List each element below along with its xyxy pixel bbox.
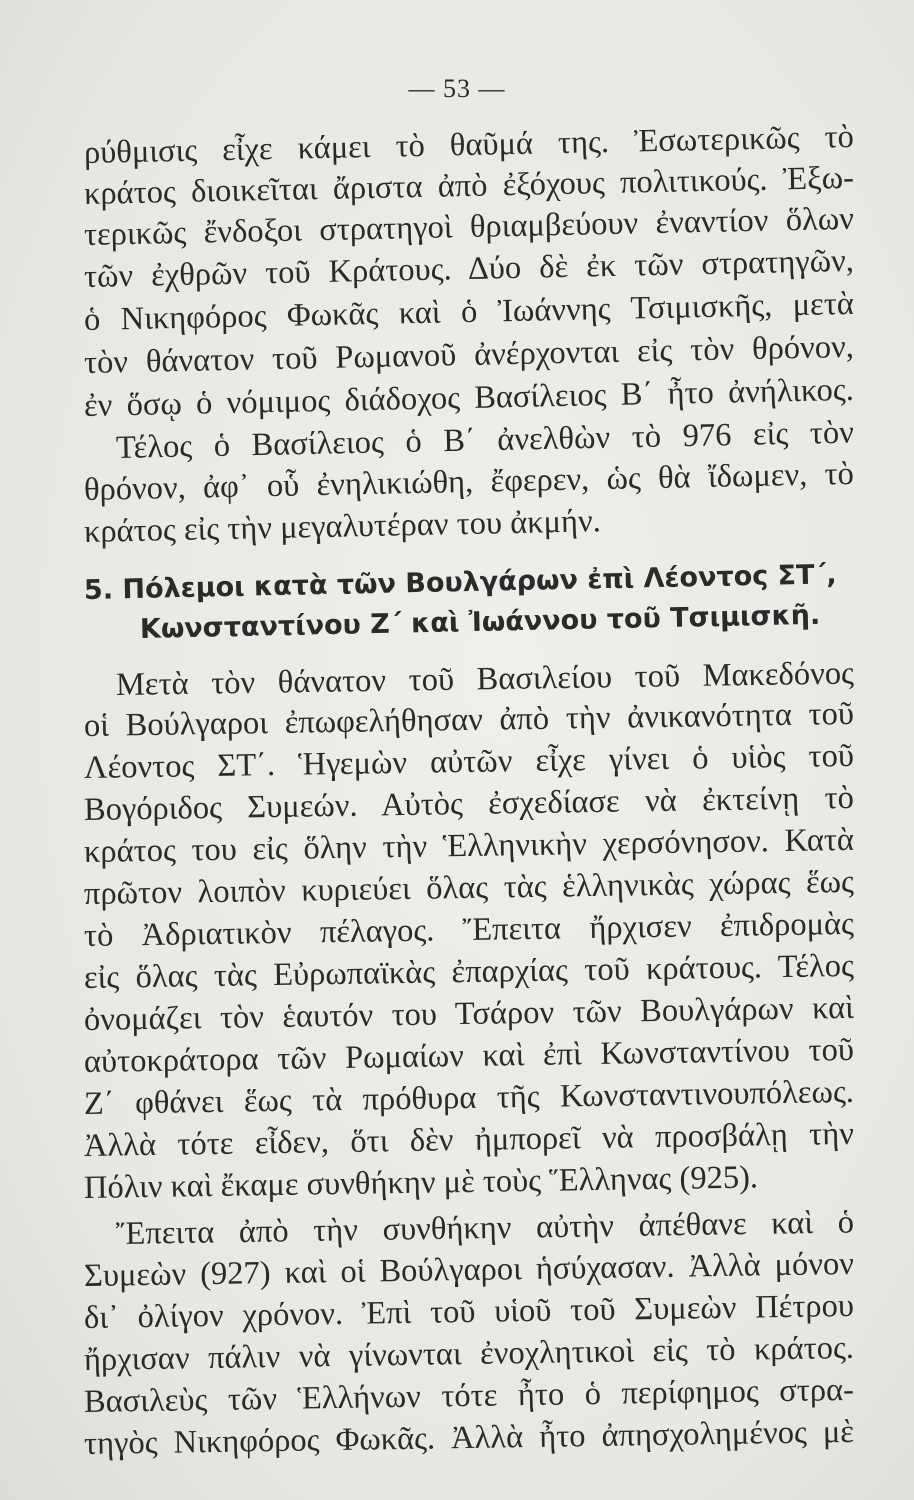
text-line: Ἔπειτα ἀπὸ τὴν συνθήκην αὐτὴν ἀπέθανε καὶ ὁ bbox=[115, 1204, 855, 1252]
text-line: Συμεὼν (927) καὶ οἱ Βούλγαροι ἡσύχασαν. Ἀλλὰ μόνον bbox=[83, 1245, 855, 1294]
text-line: δι᾿ ὀλίγον χρόνον. Ἐπὶ τοῦ υἱοῦ τοῦ Συμεὼν Πέτρου bbox=[83, 1287, 855, 1336]
text-line: τερικῶς ἔνδοξοι στρατηγοὶ θριαμβεύουν ἐναντίον ὅλων bbox=[83, 200, 855, 253]
text-line: αὐτοκράτορα τῶν Ρωμαίων καὶ ἐπὶ Κωνσταντίνου τοῦ bbox=[83, 1031, 855, 1080]
text-line: κράτος του εἰς ὅλην τὴν Ἑλληνικὴν χερσόνησον. Κατὰ bbox=[83, 821, 855, 870]
text-line: Βασιλεὺς τῶν Ἑλλήνων τότε ἦτο ὁ περίφημος στρα- bbox=[83, 1371, 855, 1420]
text-line: Μετὰ τὸν θάνατον τοῦ Βασιλείου τοῦ Μακεδόνος bbox=[115, 655, 855, 703]
text-line: ὀνομάζει τὸν ἑαυτόν του Τσάρον τῶν Βουλγάρων καὶ bbox=[83, 989, 855, 1038]
text-line: τὸν θάνατον τοῦ Ρωμανοῦ ἀνέρχονται εἰς τὸν θρόνον, bbox=[83, 328, 855, 381]
text-line: τὸ Ἀδριατικὸν πέλαγος. Ἔπειτα ἤρχισεν ἐπιδρομὰς bbox=[83, 905, 855, 954]
text-line: κράτος εἰς τὴν μεγαλυτέραν του ἀκμήν. bbox=[83, 503, 602, 550]
text-line: Τέλος ὁ Βασίλειος ὁ Β΄ ἀνελθὼν τὸ 976 εἰς τὸν bbox=[115, 414, 855, 466]
text-line: Ζ΄ φθάνει ἕως τὰ πρόθυρα τῆς Κωνσταντινουπόλεως. bbox=[83, 1073, 855, 1122]
section-heading: Κωνσταντίνου Ζ΄ καὶ Ἰωάννου τοῦ Τσιμισκῆ. bbox=[139, 599, 821, 645]
text-line: ὁ Νικηφόρος Φωκᾶς καὶ ὁ Ἰωάννης Τσιμισκῆς, μετὰ bbox=[83, 285, 855, 338]
text-line: κράτος διοικεῖται ἄριστα ἀπὸ ἐξόχους πολιτικούς. Ἐξω- bbox=[83, 159, 855, 212]
page-number: — 53 — bbox=[408, 74, 506, 103]
text-line: Λέοντος ΣΤ΄. Ἡγεμὼν αὐτῶν εἶχε γίνει ὁ υἱὸς τοῦ bbox=[83, 737, 855, 786]
text-line: ρύθμισις εἶχε κάμει τὸ θαῦμά της. Ἐσωτερικῶς τὸ bbox=[83, 118, 855, 171]
text-line: ἤρχισαν πάλιν νὰ γίνωνται ἐνοχλητικοὶ εἰς τὸ κράτος. bbox=[83, 1329, 855, 1378]
text-line: Πόλιν καὶ ἔκαμε συνθήκην μὲ τοὺς Ἕλληνας (925). bbox=[83, 1159, 759, 1206]
section-heading: 5. Πόλεμοι κατὰ τῶν Βουλγάρων ἐπὶ Λέοντος ΣΤ΄, bbox=[83, 559, 837, 606]
text-line: εἰς ὅλας τὰς Εὐρωπαϊκὰς ἐπαρχίας τοῦ κράτους. Τέλος bbox=[83, 947, 855, 996]
text-line: θρόνον, ἀφ᾿ οὗ ἐνηλικιώθη, ἔφερεν, ὡς θὰ ἴδωμεν, τὸ bbox=[83, 455, 855, 508]
text-line: ἐν ὅσῳ ὁ νόμιμος διάδοχος Βασίλειος Β΄ ἦτο ἀνήλικος. bbox=[83, 371, 855, 424]
text-line: πρῶτον λοιπὸν κυριεύει ὅλας τὰς ἑλληνικὰς χώρας ἕως bbox=[83, 863, 855, 912]
text-line: τῶν ἐχθρῶν τοῦ Κράτους. Δύο δὲ ἐκ τῶν στρατηγῶν, bbox=[83, 242, 855, 295]
text-line: τηγὸς Νικηφόρος Φωκᾶς. Ἀλλὰ ἦτο ἀπησχολημένος μὲ bbox=[83, 1413, 855, 1462]
text-line: Βογόριδος Συμεών. Αὐτὸς ἐσχεδίασε νὰ ἐκτείνῃ τὸ bbox=[83, 779, 855, 828]
text-line: Ἀλλὰ τότε εἶδεν, ὅτι δὲν ἠμπορεῖ νὰ προσβάλῃ τὴν bbox=[83, 1115, 855, 1164]
text-line: οἱ Βούλγαροι ἐπωφελήθησαν ἀπὸ τὴν ἀνικανότητα τοῦ bbox=[83, 695, 855, 744]
